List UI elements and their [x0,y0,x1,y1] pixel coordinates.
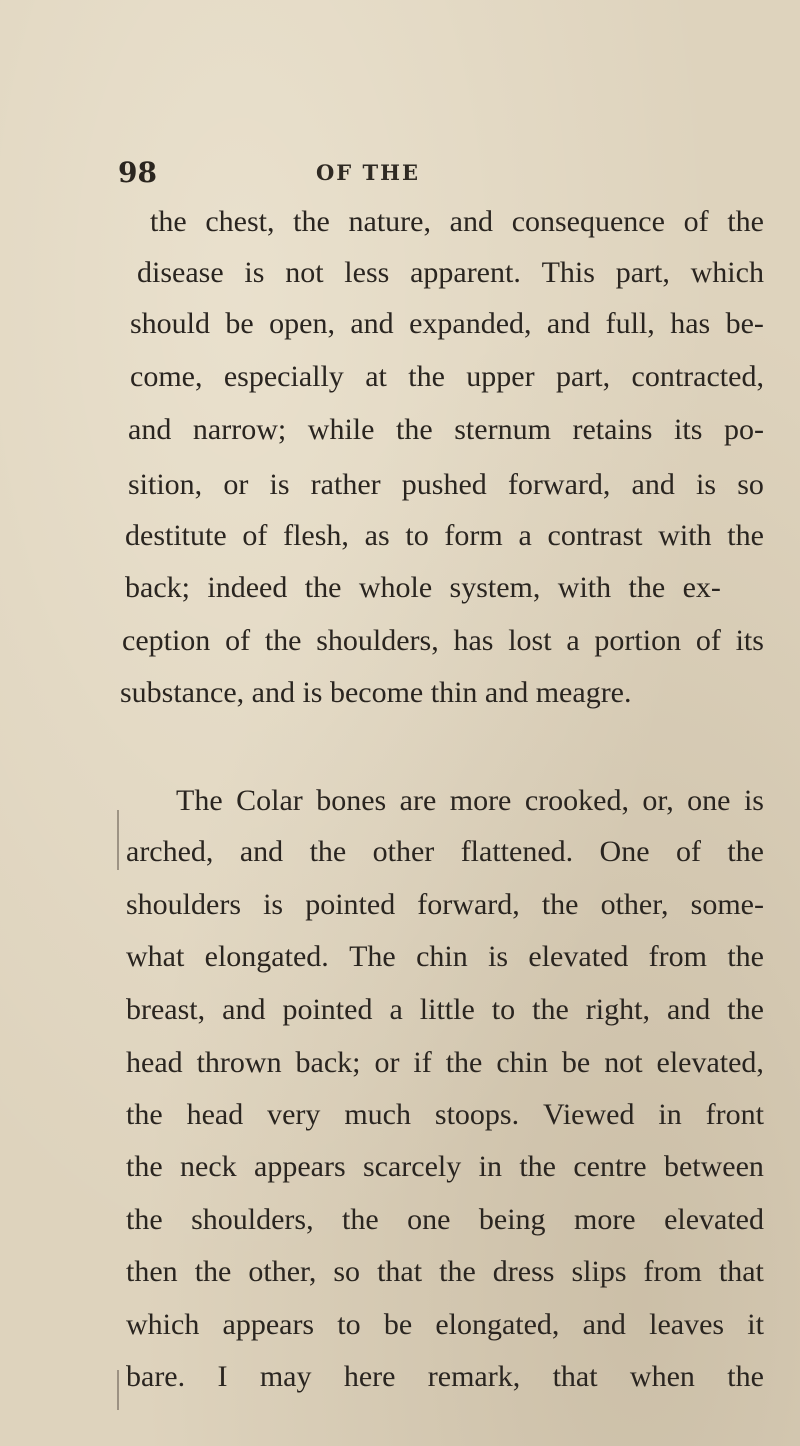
text-line: disease is not less apparent. This part, which [137,256,764,289]
page-number: 98 [118,156,157,189]
text-line: shoulders is pointed forward, the other, some- [126,888,764,921]
running-title: OF THE [316,160,420,185]
text-line: breast, and pointed a little to the right, and the [126,993,764,1026]
text-line: sition, or is rather pushed forward, and is so [128,468,764,501]
text-line: arched, and the other flattened. One of the [126,835,764,868]
text-line: come, especially at the upper part, contracted, [130,360,764,393]
text-line: head thrown back; or if the chin be not elevated, [126,1046,764,1079]
text-line: back; indeed the whole system, with the ex- [125,571,721,604]
running-head [118,156,678,196]
text-line: the shoulders, the one being more elevated [126,1203,764,1236]
text-line: and narrow; while the sternum retains its po- [128,413,764,446]
text-line: the head very much stoops. Viewed in front [126,1098,764,1131]
text-line: which appears to be elongated, and leaves it [126,1308,764,1341]
text-line: ception of the shoulders, has lost a portion of its [122,624,764,657]
text-line: the chest, the nature, and consequence of the [150,205,764,238]
text-line: destitute of flesh, as to form a contrast with the [125,519,764,552]
text-line: bare. I may here remark, that when the [126,1360,764,1393]
margin-mark [117,1370,119,1410]
text-line: should be open, and expanded, and full, has be- [130,307,764,340]
text-line: substance, and is become thin and meagre. [120,676,632,709]
text-line: what elongated. The chin is elevated from the [126,940,764,973]
margin-mark [117,810,119,870]
text-line: the neck appears scarcely in the centre between [126,1150,764,1183]
text-line: then the other, so that the dress slips from that [126,1255,764,1288]
text-line: The Colar bones are more crooked, or, one is [176,784,764,817]
